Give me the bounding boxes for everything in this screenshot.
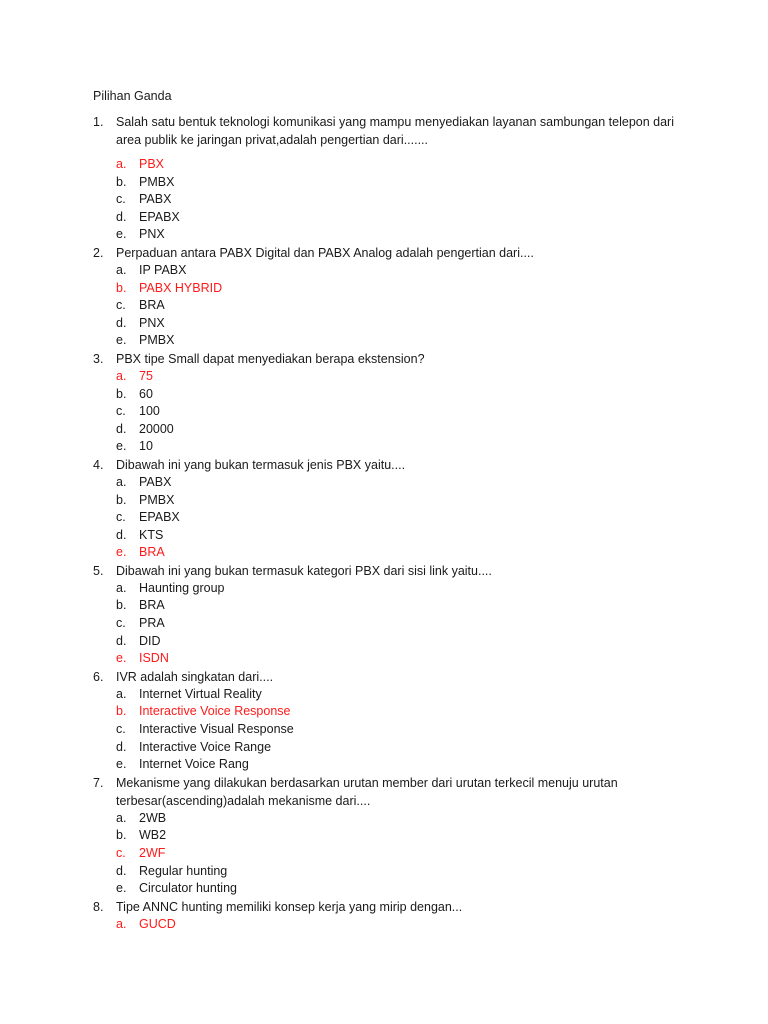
option-letter: a. [116, 157, 127, 171]
option-letter: d. [116, 527, 127, 542]
option-text: BRA [139, 598, 165, 613]
answer-option-correct [0, 650, 768, 668]
answer-option [0, 174, 768, 192]
option-list [0, 368, 768, 456]
option-text: PRA [139, 616, 165, 631]
answer-option [0, 633, 768, 651]
answer-option [0, 209, 768, 227]
option-text: PNX [139, 315, 165, 330]
option-list [0, 686, 768, 774]
question-text: PBX tipe Small dapat menyediakan berapa ekstension? [116, 351, 425, 366]
answer-option [0, 810, 768, 828]
option-text: BRA [139, 298, 165, 313]
question-list [0, 113, 768, 933]
option-text: Circulator hunting [139, 881, 237, 896]
answer-option-correct [0, 544, 768, 562]
option-letter: e. [116, 757, 127, 772]
option-text: Haunting group [139, 580, 225, 595]
answer-option-correct [0, 916, 768, 934]
question-number: 3. [93, 351, 104, 366]
option-text: PNX [139, 227, 165, 242]
question-text: Mekanisme yang dilakukan berdasarkan urutan member dari urutan terkecil menuju urutan terbesar(ascending)adalah mekanisme dari.... [116, 775, 618, 808]
answer-option [0, 421, 768, 439]
option-text: WB2 [139, 828, 167, 843]
option-letter: c. [116, 510, 126, 525]
option-text: 10 [139, 439, 153, 454]
option-letter: d. [116, 863, 127, 878]
option-text: PBX [139, 157, 165, 171]
answer-option [0, 597, 768, 615]
option-letter: c. [116, 404, 126, 419]
question-4 [0, 456, 768, 562]
option-letter: d. [116, 739, 127, 754]
option-letter: a. [116, 810, 127, 825]
option-letter: a. [116, 368, 127, 383]
option-list [0, 916, 768, 934]
question-text: Salah satu bentuk teknologi komunikasi yang mampu menyediakan layanan sambungan telepon dari area publik ke jaringan privat,adalah pengertian dari....... [116, 115, 674, 147]
option-text: IP PABX [139, 262, 187, 277]
answer-option [0, 880, 768, 898]
option-letter: d. [116, 633, 127, 648]
question-number: 1. [93, 115, 104, 129]
option-letter: e. [116, 439, 127, 454]
question-number: 6. [93, 669, 104, 684]
answer-option [0, 756, 768, 774]
option-text: DID [139, 633, 161, 648]
option-letter: e. [116, 333, 127, 348]
option-letter: d. [116, 209, 127, 224]
answer-option-correct [0, 845, 768, 863]
answer-option [0, 492, 768, 510]
option-letter: d. [116, 421, 127, 436]
answer-option [0, 386, 768, 404]
option-text: Interactive Voice Range [139, 739, 272, 754]
answer-option [0, 403, 768, 421]
question-text: Dibawah ini yang bukan termasuk jenis PBX yaitu.... [116, 457, 406, 472]
question-text: Dibawah ini yang bukan termasuk kategori PBX dari sisi link yaitu.... [116, 563, 492, 578]
option-list [0, 262, 768, 350]
document-heading: Pilihan Ganda [93, 89, 172, 103]
option-text: GUCD [139, 916, 176, 931]
question-number: 2. [93, 245, 104, 260]
answer-option [0, 739, 768, 757]
option-text: 60 [139, 386, 153, 401]
option-list [0, 156, 768, 244]
option-letter: e. [116, 227, 127, 242]
option-text: 20000 [139, 421, 174, 436]
option-text: KTS [139, 527, 164, 542]
option-letter: a. [116, 474, 127, 489]
option-letter: c. [116, 722, 126, 737]
option-list [0, 580, 768, 668]
option-letter: e. [116, 545, 127, 560]
option-text: EPABX [139, 209, 180, 224]
answer-option [0, 580, 768, 598]
option-letter: a. [116, 686, 127, 701]
answer-option [0, 686, 768, 704]
question-5 [0, 562, 768, 668]
option-text: ISDN [139, 651, 169, 666]
question-text: Tipe ANNC hunting memiliki konsep kerja yang mirip dengan... [116, 899, 463, 914]
option-text: Regular hunting [139, 863, 228, 878]
option-text: EPABX [139, 510, 180, 525]
question-text: Perpaduan antara PABX Digital dan PABX Analog adalah pengertian dari.... [116, 245, 534, 260]
option-text: 75 [139, 368, 153, 383]
option-list [0, 810, 768, 898]
answer-option [0, 226, 768, 244]
option-letter: b. [116, 828, 127, 843]
option-letter: b. [116, 174, 127, 189]
option-letter: c. [116, 846, 126, 860]
option-text: PMBX [139, 333, 175, 348]
answer-option [0, 438, 768, 456]
answer-option-correct [0, 703, 768, 721]
option-letter: c. [116, 616, 126, 631]
option-letter: d. [116, 315, 127, 330]
option-text: BRA [139, 545, 165, 560]
option-text: PABX [139, 474, 172, 489]
option-letter: e. [116, 881, 127, 896]
answer-option [0, 297, 768, 315]
option-letter: b. [116, 280, 127, 295]
answer-option-correct [0, 280, 768, 298]
question-6 [0, 668, 768, 774]
option-text: Internet Virtual Reality [139, 686, 262, 701]
option-letter: c. [116, 298, 126, 313]
question-7 [0, 774, 768, 898]
answer-option-correct [0, 156, 768, 174]
answer-option [0, 474, 768, 492]
option-letter: b. [116, 704, 127, 719]
option-text: 2WB [139, 810, 167, 825]
option-text: Interactive Visual Response [139, 722, 294, 737]
answer-option [0, 615, 768, 633]
answer-option [0, 863, 768, 881]
option-text: PMBX [139, 174, 175, 189]
answer-option [0, 315, 768, 333]
question-number: 8. [93, 899, 104, 914]
question-text: IVR adalah singkatan dari.... [116, 669, 274, 684]
answer-option [0, 262, 768, 280]
answer-option [0, 721, 768, 739]
option-letter: e. [116, 651, 127, 666]
question-number: 7. [93, 775, 104, 790]
option-letter: a. [116, 262, 127, 277]
option-letter: b. [116, 598, 127, 613]
option-letter: a. [116, 580, 127, 595]
question-number: 5. [93, 563, 104, 578]
option-letter: b. [116, 492, 127, 507]
answer-option [0, 509, 768, 527]
answer-option [0, 332, 768, 350]
option-list [0, 474, 768, 562]
option-text: PMBX [139, 492, 175, 507]
option-letter: a. [116, 916, 127, 931]
question-2 [0, 244, 768, 350]
question-8 [0, 898, 768, 934]
answer-option [0, 827, 768, 845]
answer-option [0, 191, 768, 209]
question-number: 4. [93, 457, 104, 472]
option-letter: c. [116, 192, 126, 207]
option-text: PABX [139, 192, 172, 207]
option-text: Internet Voice Rang [139, 757, 249, 772]
option-text: 100 [139, 404, 160, 419]
option-text: 2WF [139, 846, 166, 860]
option-letter: b. [116, 386, 127, 401]
question-1 [0, 113, 768, 244]
answer-option [0, 527, 768, 545]
option-text: Interactive Voice Response [139, 704, 291, 719]
option-text: PABX HYBRID [139, 280, 223, 295]
question-3 [0, 350, 768, 456]
answer-option-correct [0, 368, 768, 386]
